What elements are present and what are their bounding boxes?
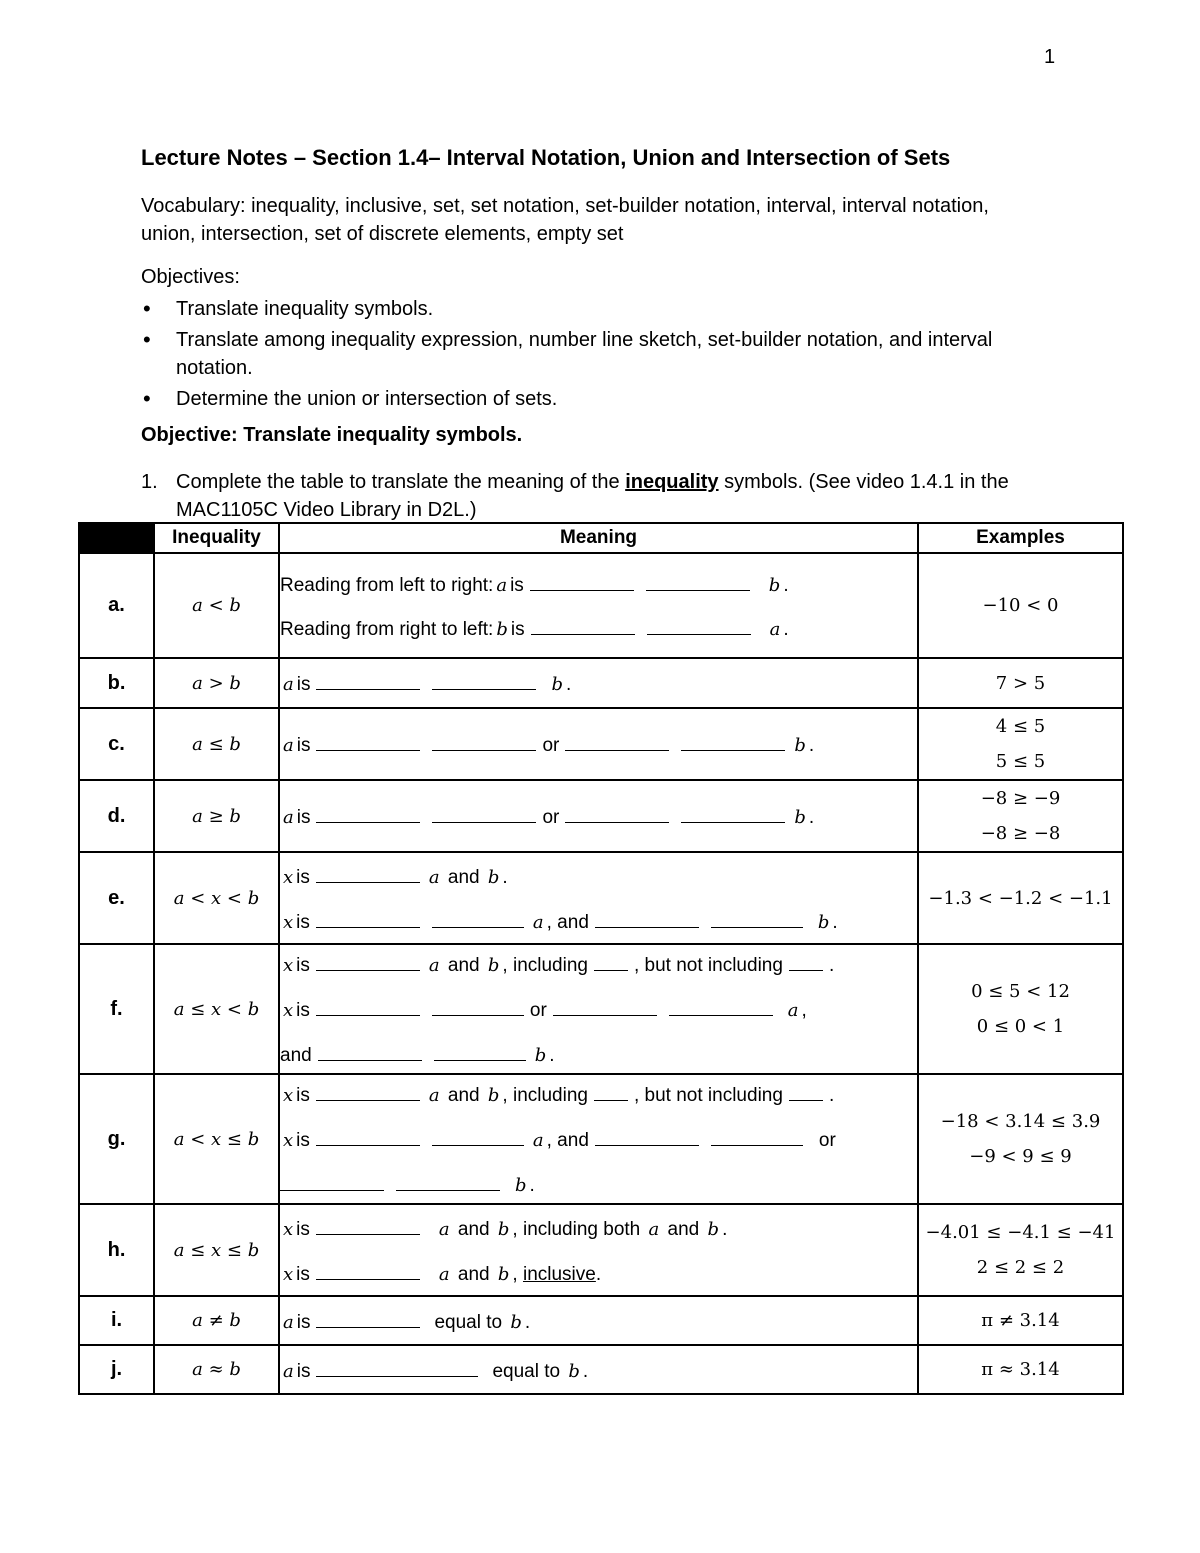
example-text: −8 ≥ −8 [980,823,1061,844]
var-x: x [283,866,294,888]
row-examples [918,944,1123,1074]
table-row [79,708,1123,780]
var-x: x [283,1218,294,1240]
var-a: a [283,807,294,828]
answer-blank[interactable] [711,1127,803,1146]
meaning-text: , and [546,911,589,933]
row-meaning [279,1204,918,1296]
meaning-text: , including both [512,1218,641,1240]
row-inequality: a ≤ b [154,708,279,780]
meaning-text: , but not including [633,1085,783,1106]
meaning-text: is [296,1218,310,1240]
answer-blank[interactable] [646,572,750,591]
table-row [79,1345,1123,1394]
row-inequality: a ≠ b [154,1296,279,1345]
meaning-text: . [524,1311,531,1333]
answer-blank[interactable] [318,1042,422,1061]
header-meaning: Meaning [279,523,918,553]
example-text: 0 ≤ 5 < 12 [971,981,1070,1002]
meaning-text: and [457,1263,490,1285]
example-text: π ≠ 3.14 [981,1310,1060,1331]
row-meaning [279,1296,918,1345]
row-label: i. [79,1296,154,1345]
var-x: x [283,1263,294,1285]
meaning-text: or [542,807,560,828]
answer-blank[interactable] [316,1358,478,1377]
row-inequality: a > b [154,658,279,708]
row-inequality: a < b [154,553,279,658]
var-a: a [283,674,294,695]
table-row [79,780,1123,852]
var-a: a [283,1360,294,1382]
page-number: 1 [1044,46,1056,68]
var-b: b [551,674,563,695]
header-corner-cell [79,523,154,553]
var-b: b [487,866,500,888]
meaning-text: . [783,574,789,596]
answer-blank[interactable] [434,1042,526,1061]
var-a: a [283,735,294,756]
row-meaning [279,780,918,852]
row-examples [918,1345,1123,1394]
answer-blank[interactable] [316,1082,420,1101]
row-label: d. [79,780,154,852]
vocabulary-paragraph: Vocabulary: inequality, inclusive, set, set notation, set-builder notation, interval, interval notation, union, intersection, set of discrete elements, empty set [141,195,989,245]
meaning-text: and [457,1218,490,1240]
meaning-text: . [828,955,835,976]
meaning-text: . [595,1263,602,1285]
answer-blank[interactable] [669,997,773,1016]
answer-blank[interactable] [647,616,751,635]
answer-blank[interactable] [316,1216,420,1235]
row-examples [918,852,1123,944]
answer-blank[interactable] [280,1172,384,1191]
row-meaning [279,944,918,1074]
objective-item: • Translate among inequality expression, number line sketch, set-builder notation, and interval notation. [141,326,1041,382]
row-inequality: a ≥ b [154,780,279,852]
answer-blank[interactable] [531,616,635,635]
meaning-text: , and [546,1130,589,1151]
example-text: −1.3 < −1.2 < −1.1 [928,887,1113,909]
meaning-text: . [828,1085,835,1106]
objective-item: • Translate inequality symbols. [141,295,1041,323]
example-text: π ≈ 3.14 [981,1359,1060,1380]
objective-heading: Objective: Translate inequality symbols. [141,424,523,446]
row-examples [918,1204,1123,1296]
meaning-text: and [280,1045,312,1066]
var-b: b [497,1218,510,1240]
var-b: b [794,807,806,828]
row-inequality: a ≤ x ≤ b [154,1204,279,1296]
var-a: a [787,1000,799,1021]
answer-blank[interactable] [594,952,628,971]
example-text: 5 ≤ 5 [995,751,1046,772]
table-row [79,1074,1123,1204]
answer-blank[interactable] [432,804,536,823]
objectives-list [141,295,1041,413]
row-examples [918,553,1123,658]
question-1 [141,468,1061,524]
objectives-section [141,263,1041,416]
answer-blank[interactable] [432,909,524,928]
var-b: b [510,1311,522,1333]
answer-blank[interactable] [316,909,420,928]
var-b: b [515,1175,527,1196]
row-label: e. [79,852,154,944]
var-b: b [768,574,781,596]
meaning-text: . [566,674,572,695]
row-label: g. [79,1074,154,1204]
table-row [79,944,1123,1074]
meaning-text: is [296,1311,311,1333]
meaning-text: or [542,735,560,756]
row-label: h. [79,1204,154,1296]
question-text [141,468,1061,524]
var-a: a [532,1130,544,1151]
var-a: a [438,1218,450,1240]
meaning-text: is [510,618,525,640]
meaning-text: equal to [492,1360,561,1382]
meaning-text: . [529,1175,535,1196]
question-text-before: Complete the table to translate the meaning of the [176,471,620,493]
answer-blank[interactable] [432,671,536,690]
answer-blank[interactable] [530,572,634,591]
answer-blank[interactable] [316,952,420,971]
example-text: −4.01 ≤ −4.1 ≤ −41 [925,1222,1116,1243]
row-meaning [279,1345,918,1394]
row-label: a. [79,553,154,658]
answer-blank[interactable] [316,1127,420,1146]
inclusive-word: inclusive [522,1263,596,1285]
example-text: −9 < 9 ≤ 9 [969,1146,1072,1167]
var-x: x [283,911,294,933]
answer-blank[interactable] [432,997,524,1016]
table-row [79,1204,1123,1296]
var-x: x [283,1085,294,1106]
var-b: b [534,1045,547,1066]
meaning-text: or [529,1000,547,1021]
answer-blank[interactable] [565,804,669,823]
answer-blank[interactable] [432,1127,524,1146]
var-a: a [428,866,440,888]
example-text: −8 ≥ −9 [980,788,1061,809]
meaning-text: . [502,866,508,888]
header-inequality: Inequality [154,523,279,553]
answer-blank[interactable] [316,671,420,690]
var-b: b [497,1263,510,1285]
table-row [79,658,1123,708]
row-examples [918,708,1123,780]
meaning-text: , [512,1263,518,1285]
answer-blank[interactable] [681,732,785,751]
meaning-text: Reading from right to left: [280,618,494,640]
answer-blank[interactable] [316,1261,420,1280]
var-a: a [438,1263,450,1285]
var-x: x [283,955,294,976]
answer-blank[interactable] [553,997,657,1016]
row-label: b. [79,658,154,708]
var-b: b [487,1085,500,1106]
var-x: x [283,1000,294,1021]
meaning-text: is [296,1000,310,1021]
meaning-text: . [549,1045,555,1066]
example-text: −18 < 3.14 ≤ 3.9 [940,1111,1101,1132]
meaning-text: , [801,1000,807,1021]
row-meaning [279,658,918,708]
meaning-text: is [296,911,310,933]
meaning-text: is [296,1085,310,1106]
answer-blank[interactable] [594,1082,628,1101]
example-text: 0 ≤ 0 < 1 [976,1016,1065,1037]
answer-blank[interactable] [681,804,785,823]
var-a: a [532,911,544,933]
example-text: 7 > 5 [995,672,1046,694]
table-row [79,553,1123,658]
table-row [79,1296,1123,1345]
var-b: b [496,618,508,640]
row-inequality: a ≈ b [154,1345,279,1394]
example-text: 4 ≤ 5 [995,716,1046,737]
answer-blank[interactable] [432,732,536,751]
meaning-text: is [296,1360,311,1382]
inequality-table [78,522,1124,1395]
objectives-heading: Objectives: [141,266,240,288]
answer-blank[interactable] [711,909,803,928]
meaning-text: is [296,674,311,695]
question-text-after: symbols. (See video 1.4.1 in the MAC1105C Video Library in D2L.) [176,471,1009,521]
row-meaning [279,553,918,658]
row-examples [918,780,1123,852]
var-a: a [648,1218,660,1240]
meaning-text: Reading from left to right: [280,574,494,596]
var-b: b [487,955,500,976]
row-examples [918,1296,1123,1345]
example-text: −10 < 0 [982,595,1059,616]
meaning-text: is [296,1130,310,1151]
answer-blank[interactable] [316,997,420,1016]
row-label: j. [79,1345,154,1394]
header-examples: Examples [918,523,1123,553]
meaning-text: and [447,866,480,888]
row-label: c. [79,708,154,780]
question-underlined-word: inequality [625,471,719,493]
meaning-text: or [818,1130,836,1151]
meaning-text: , but not including [633,955,783,976]
answer-blank[interactable] [316,1309,420,1328]
meaning-text: . [582,1360,589,1382]
meaning-text: . [832,911,838,933]
row-meaning [279,852,918,944]
meaning-text: is [296,955,310,976]
example-text: 2 ≤ 2 ≤ 2 [976,1257,1065,1278]
row-meaning [279,1074,918,1204]
meaning-text: is [296,1263,310,1285]
answer-blank[interactable] [565,732,669,751]
answer-blank[interactable] [316,732,420,751]
table-header-row [79,523,1123,553]
table-row [79,852,1123,944]
objective-item: • Determine the union or intersection of sets. [141,385,1041,413]
var-a: a [496,574,508,596]
meaning-text: and [447,1085,480,1106]
var-b: b [794,735,806,756]
page-title: Lecture Notes – Section 1.4– Interval Notation, Union and Intersection of Sets [141,145,951,170]
meaning-text: is [296,866,310,888]
row-inequality: a < x ≤ b [154,1074,279,1204]
meaning-text: is [296,807,311,828]
var-a: a [428,955,440,976]
var-a: a [428,1085,440,1106]
row-label: f. [79,944,154,1074]
row-inequality: a ≤ x < b [154,944,279,1074]
var-x: x [283,1130,294,1151]
meaning-text: , including [502,955,588,976]
answer-blank[interactable] [595,909,699,928]
meaning-text: and [447,955,480,976]
answer-blank[interactable] [316,804,420,823]
var-b: b [817,911,830,933]
meaning-text: is [296,735,311,756]
meaning-text: and [667,1218,700,1240]
row-inequality: a < x < b [154,852,279,944]
var-a: a [769,618,781,640]
meaning-text: . [722,1218,728,1240]
answer-blank[interactable] [396,1172,500,1191]
meaning-text: . [808,807,815,828]
meaning-text: is [510,574,524,596]
answer-blank[interactable] [595,1127,699,1146]
row-meaning [279,708,918,780]
var-a: a [283,1311,294,1333]
meaning-text: equal to [434,1311,503,1333]
answer-blank[interactable] [789,1082,823,1101]
meaning-text: . [783,618,789,640]
row-examples [918,1074,1123,1204]
var-b: b [568,1360,580,1382]
meaning-text: , including [502,1085,588,1106]
question-number: 1. [141,471,158,493]
var-b: b [707,1218,720,1240]
answer-blank[interactable] [316,864,420,883]
row-examples [918,658,1123,708]
meaning-text: . [808,735,815,756]
answer-blank[interactable] [789,952,823,971]
